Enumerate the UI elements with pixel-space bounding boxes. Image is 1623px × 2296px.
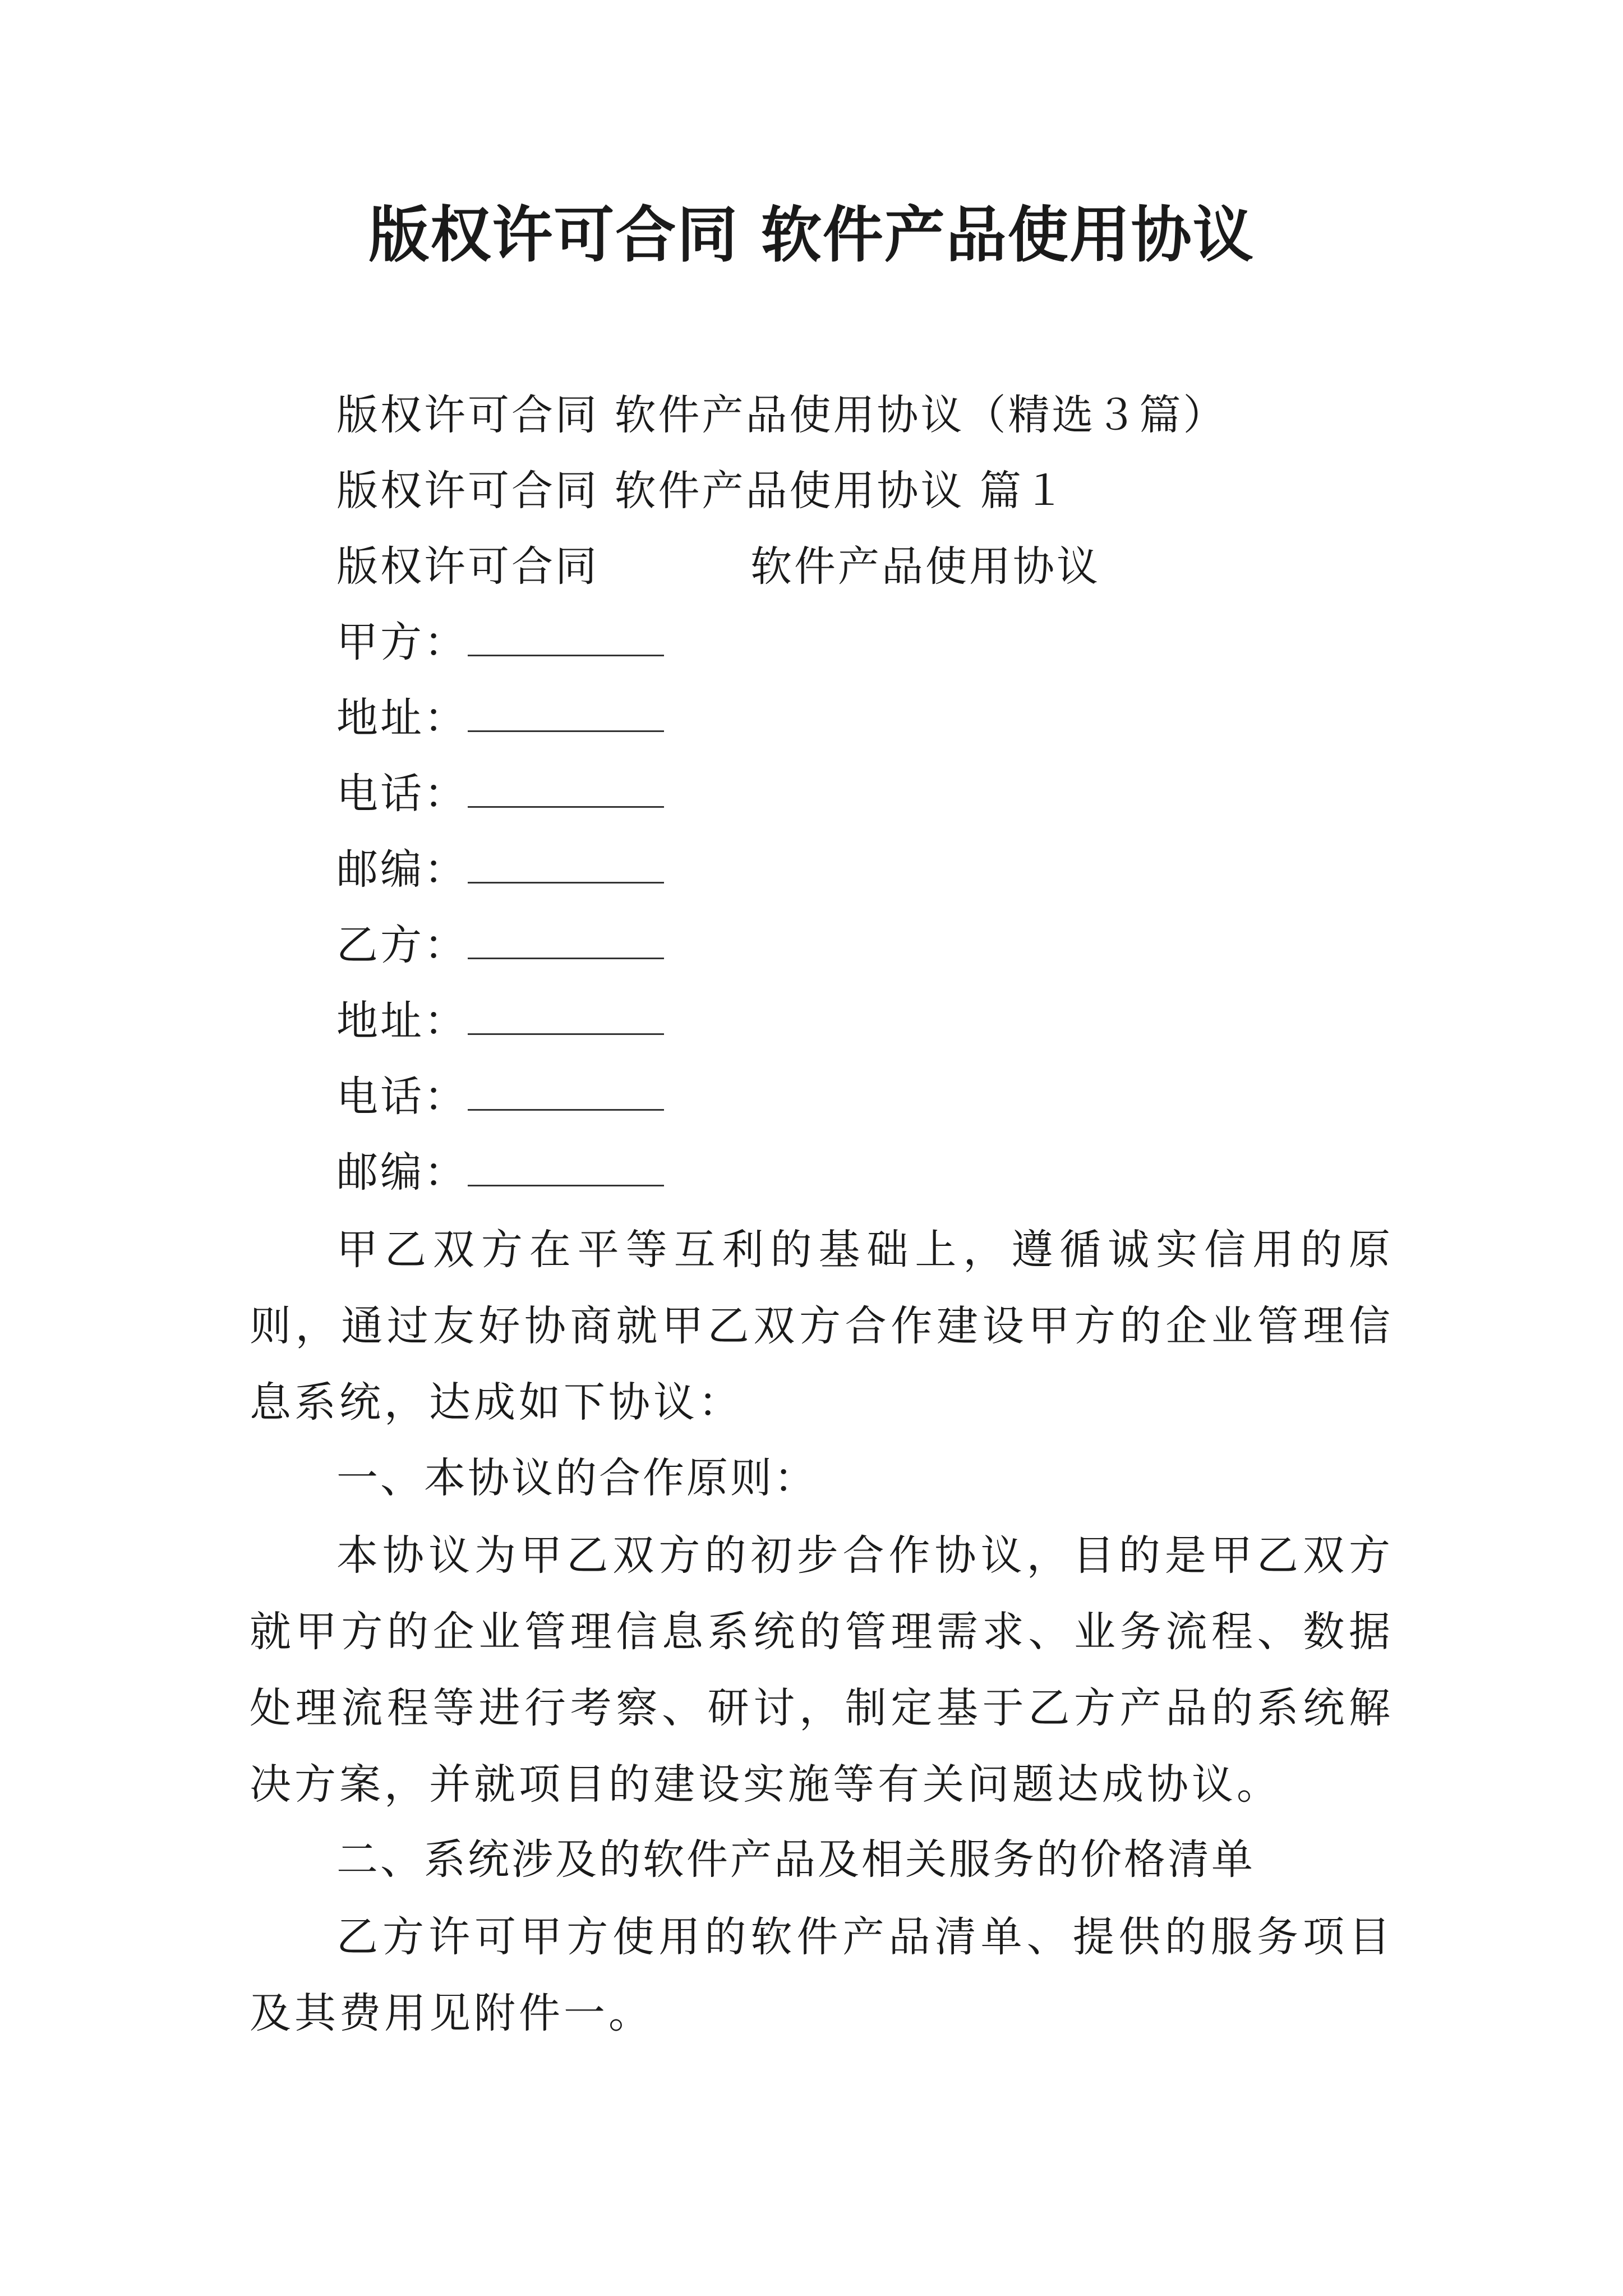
subtitle-selected: 版权许可合同 软件产品使用协议（精选３篇）: [336, 391, 1227, 439]
party-a-postcode-field: [336, 841, 664, 898]
section1-body: 本协议为甲乙双方的初步合作协议，目的是甲乙双方就甲方的企业管理信息系统的管理需求、业务流程、数据处理流程等进行考察、研讨，制定基于乙方产品的系统解决方案，并就项目的建设实施等有关问题达成协议。: [250, 1531, 1394, 1809]
party-b-postcode-field: [336, 1144, 664, 1200]
party-a-address-field: [336, 690, 664, 746]
party-a-phone-field: [336, 766, 664, 822]
heading-left: 版权许可合同: [336, 542, 599, 591]
party-b-name-blank: [468, 918, 664, 959]
party-a-name-blank: [468, 615, 664, 656]
heading-right: 软件产品使用协议: [750, 542, 1100, 591]
agreement-heading: [336, 539, 1100, 595]
subtitle-part: 版权许可合同 软件产品使用协议 篇１: [336, 467, 1068, 515]
party-a-phone-label: 电话：: [336, 770, 468, 818]
party-b-postcode-label: 邮编：: [336, 1148, 468, 1197]
section2-heading: 二、系统涉及的软件产品及相关服务的价格清单: [336, 1835, 1255, 1884]
party-b-name-label: 乙方：: [336, 921, 468, 969]
party-a-phone-blank: [468, 767, 664, 808]
party-a-postcode-label: 邮编：: [336, 845, 468, 894]
party-b-postcode-blank: [468, 1145, 664, 1186]
section1-heading: 一、本协议的合作原则：: [336, 1454, 818, 1502]
party-b-phone-blank: [468, 1070, 664, 1111]
party-b-name-field: [336, 917, 664, 973]
party-a-postcode-blank: [468, 843, 664, 884]
party-b-address-label: 地址：: [336, 997, 468, 1045]
document-title: 版权许可合同 软件产品使用协议: [368, 200, 1255, 270]
party-a-address-label: 地址：: [336, 694, 468, 742]
party-b-phone-label: 电话：: [336, 1073, 468, 1121]
party-a-name-field: [336, 614, 664, 670]
party-b-phone-field: [336, 1069, 664, 1125]
party-b-address-blank: [468, 994, 664, 1035]
party-a-name-label: 甲方：: [336, 618, 468, 666]
intro-paragraph: 甲乙双方在平等互利的基础上，遵循诚实信用的原则，通过友好协商就甲乙双方合作建设甲方的企业管理信息系统，达成如下协议：: [250, 1226, 1394, 1427]
party-b-address-field: [336, 993, 664, 1049]
party-a-address-blank: [468, 691, 664, 732]
section2-body: 乙方许可甲方使用的软件产品清单、提供的服务项目及其费用见附件一。: [250, 1913, 1394, 2037]
